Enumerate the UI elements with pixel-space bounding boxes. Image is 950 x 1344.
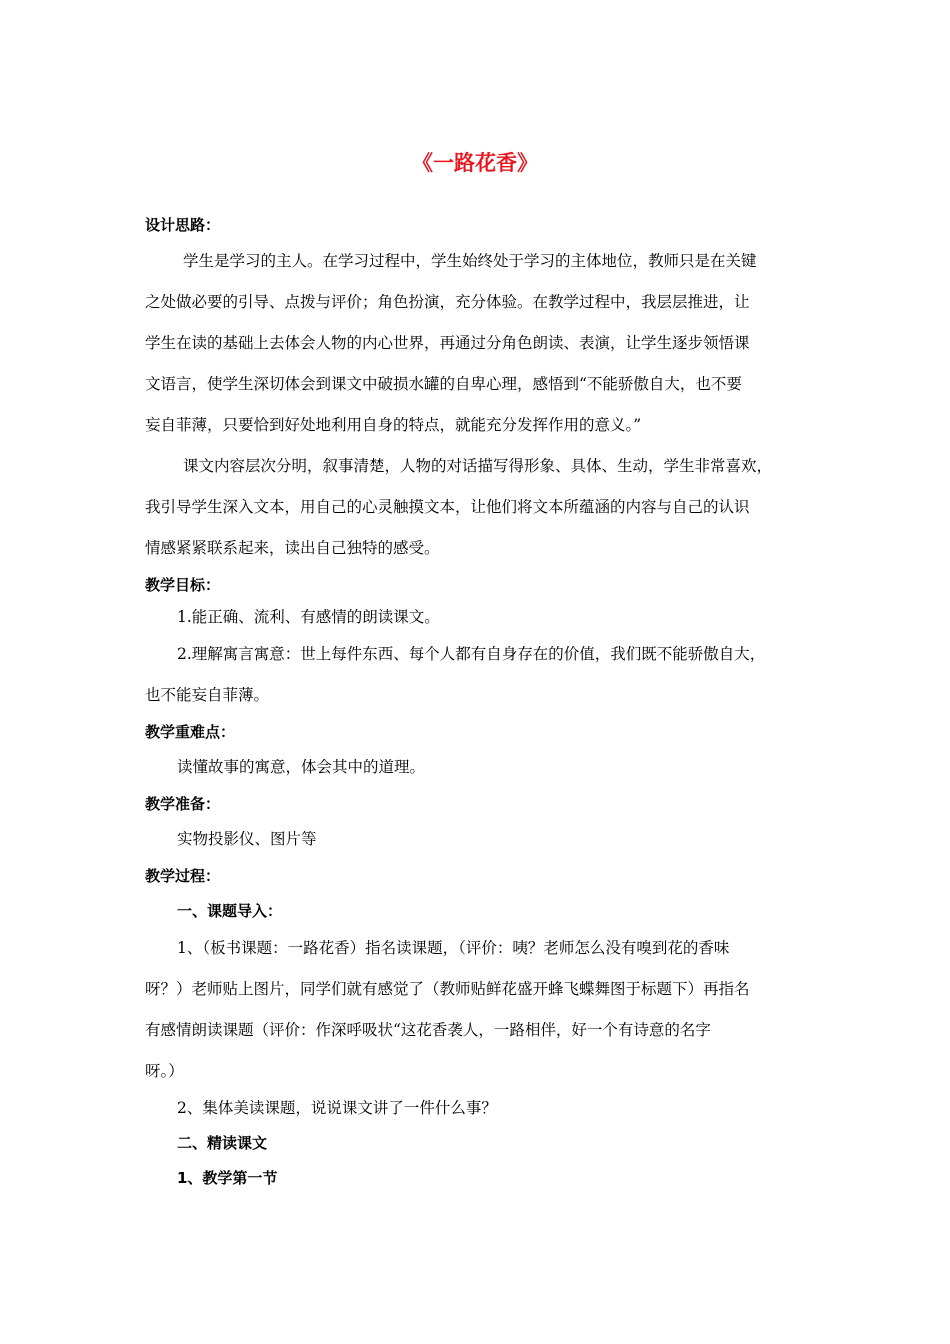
process-heading: 教学过程： bbox=[145, 867, 221, 885]
goals-line: 2.理解寓言寓意：世上每件东西、每个人都有自身存在的价值，我们既不能骄傲自大， bbox=[177, 645, 766, 663]
goals-line: 也不能妄自菲薄。 bbox=[145, 686, 270, 704]
document-title: 《一路花香》 bbox=[412, 151, 538, 175]
section1-line: 呀？）老师贴上图片，同学们就有感觉了（教师贴鲜花盛开蜂飞蝶舞图于标题下）再指名 bbox=[145, 980, 750, 998]
goals-heading: 教学目标： bbox=[145, 576, 221, 594]
section2-heading: 二、精读课文 bbox=[177, 1134, 268, 1152]
design-line: 我引导学生深入文本，用自己的心灵触摸文本，让他们将文本所蕴涵的内容与自己的认识 bbox=[145, 498, 750, 516]
section1-line: 有感情朗读课题（评价：作深呼吸状“这花香袭人，一路相伴，好一个有诗意的名字 bbox=[145, 1021, 711, 1039]
design-line: 情感紧紧联系起来，读出自己独特的感受。 bbox=[145, 539, 440, 557]
section1-heading: 一、课题导入： bbox=[177, 902, 283, 920]
goals-line: 1.能正确、流利、有感情的朗读课文。 bbox=[177, 608, 440, 626]
design-line: 学生是学习的主人。在学习过程中，学生始终处于学习的主体地位，教师只是在关键 bbox=[183, 252, 757, 270]
prep-heading: 教学准备： bbox=[145, 795, 221, 813]
key-points-heading: 教学重难点： bbox=[145, 723, 236, 741]
design-line: 课文内容层次分明，叙事清楚，人物的对话描写得形象、具体、生动，学生非常喜欢， bbox=[183, 457, 773, 475]
design-line: 之处做必要的引导、点拨与评价；角色扮演，充分体验。在教学过程中，我层层推进，让 bbox=[145, 293, 750, 311]
section1-line: 1、（板书课题：一路花香）指名读课题，（评价：咦？老师怎么没有嗅到花的香味 bbox=[177, 939, 730, 957]
design-heading: 设计思路： bbox=[145, 216, 221, 234]
prep-text: 实物投影仪、图片等 bbox=[177, 830, 317, 848]
design-line: 文语言，使学生深切体会到课文中破损水罐的自卑心理，感悟到“不能骄傲自大，也不要 bbox=[145, 375, 742, 393]
section1-line: 2、集体美读课题，说说课文讲了一件什么事？ bbox=[177, 1099, 497, 1117]
design-line: 学生在读的基础上去体会人物的内心世界，再通过分角色朗读、表演，让学生逐步领悟课 bbox=[145, 334, 750, 352]
design-line: 妄自菲薄，只要恰到好处地利用自身的特点，就能充分发挥作用的意义。” bbox=[145, 416, 642, 434]
section1-line: 呀。） bbox=[145, 1062, 184, 1080]
key-points-text: 读懂故事的寓意，体会其中的道理。 bbox=[177, 758, 426, 776]
section2-subheading: 1、教学第一节 bbox=[177, 1169, 278, 1187]
